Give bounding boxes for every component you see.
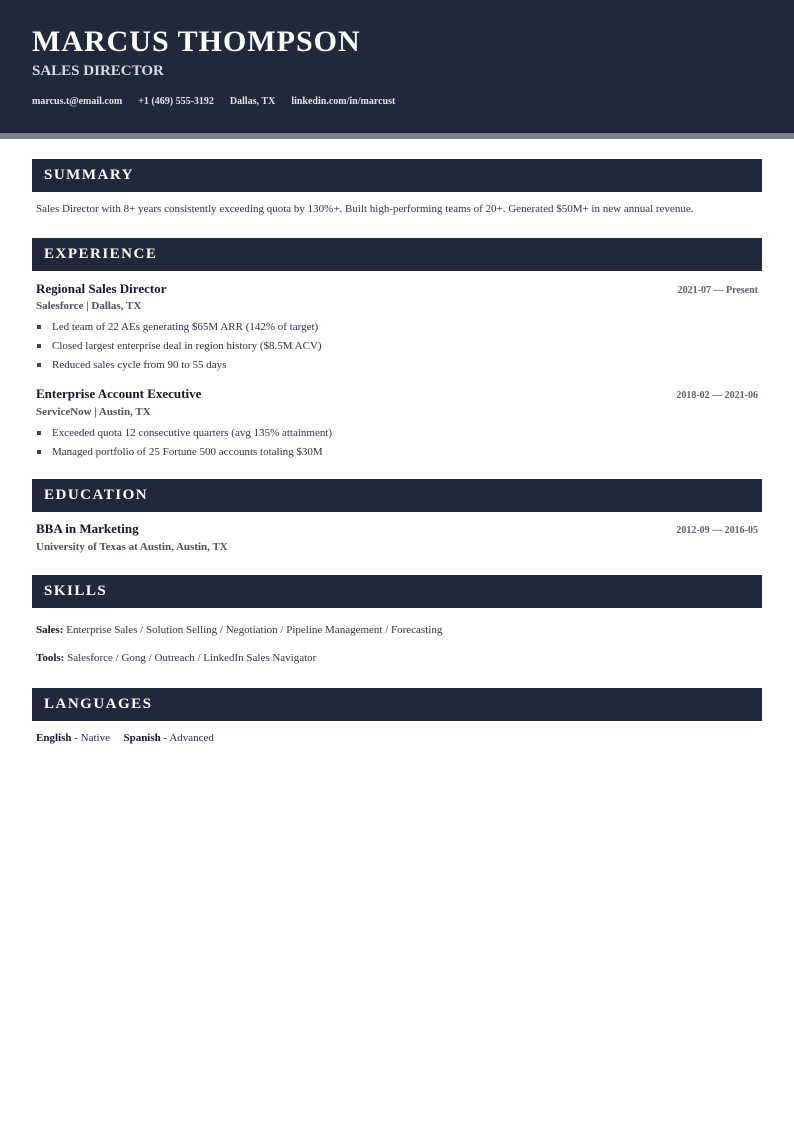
job-dates: 2018-02 — 2021-06 xyxy=(676,390,758,401)
section-heading-skills: SKILLS xyxy=(32,575,762,608)
job-bullets xyxy=(36,426,332,464)
skills-row-tools xyxy=(36,651,316,665)
language-name: English xyxy=(36,732,72,744)
header-divider xyxy=(0,133,794,139)
bullet-item: Closed largest enterprise deal in region history ($8.5M ACV) xyxy=(36,339,322,358)
education-degree: BBA in Marketing xyxy=(36,521,139,536)
contact-phone[interactable]: +1 (469) 555-3192 xyxy=(138,96,214,107)
job-title: Enterprise Account Executive xyxy=(36,386,202,401)
section-heading-summary: SUMMARY xyxy=(32,159,762,192)
bullet-item: Led team of 22 AEs generating $65M ARR (142% of target) xyxy=(36,320,322,339)
summary-text: Sales Director with 8+ years consistently exceeding quota by 130%+. Built high-performing teams of 20+. Generated $50M+ in new annual revenue. xyxy=(36,203,694,215)
education-dates: 2012-09 — 2016-05 xyxy=(676,525,758,536)
job-bullets xyxy=(36,320,322,377)
skills-row-sales xyxy=(36,623,442,637)
contact-linkedin[interactable]: linkedin.com/in/marcust xyxy=(291,96,396,107)
bullet-item: Reduced sales cycle from 90 to 55 days xyxy=(36,358,322,377)
skills-label: Tools: xyxy=(36,652,65,664)
section-heading-languages: LANGUAGES xyxy=(32,688,762,721)
section-heading-education: EDUCATION xyxy=(32,479,762,512)
contact-location: Dallas, TX xyxy=(229,96,276,107)
education-school: University of Texas at Austin, Austin, TX xyxy=(36,541,228,553)
language-level: - Advanced xyxy=(160,732,214,744)
bullet-item: Exceeded quota 12 consecutive quarters (avg 135% attainment) xyxy=(36,426,332,445)
skills-value: Enterprise Sales / Solution Selling / Negotiation / Pipeline Management / Forecasting xyxy=(66,624,443,636)
job-company: Salesforce | Dallas, TX xyxy=(36,300,142,312)
job-company: ServiceNow | Austin, TX xyxy=(36,406,151,418)
skills-value: Salesforce / Gong / Outreach / LinkedIn Sales Navigator xyxy=(67,652,317,664)
contact-list xyxy=(32,95,395,108)
languages-list xyxy=(36,731,214,745)
contact-email[interactable]: marcus.t@email.com xyxy=(32,96,123,107)
candidate-title: SALES DIRECTOR xyxy=(32,63,164,79)
skills-label: Sales: xyxy=(36,624,64,636)
section-heading-experience: EXPERIENCE xyxy=(32,238,762,271)
bullet-item: Managed portfolio of 25 Fortune 500 accounts totaling $30M xyxy=(36,445,332,464)
candidate-name: MARCUS THOMPSON xyxy=(32,25,361,58)
job-dates: 2021-07 — Present xyxy=(677,285,758,296)
language-level: - Native xyxy=(71,732,110,744)
job-title: Regional Sales Director xyxy=(36,281,167,296)
language-name: Spanish xyxy=(123,732,161,744)
